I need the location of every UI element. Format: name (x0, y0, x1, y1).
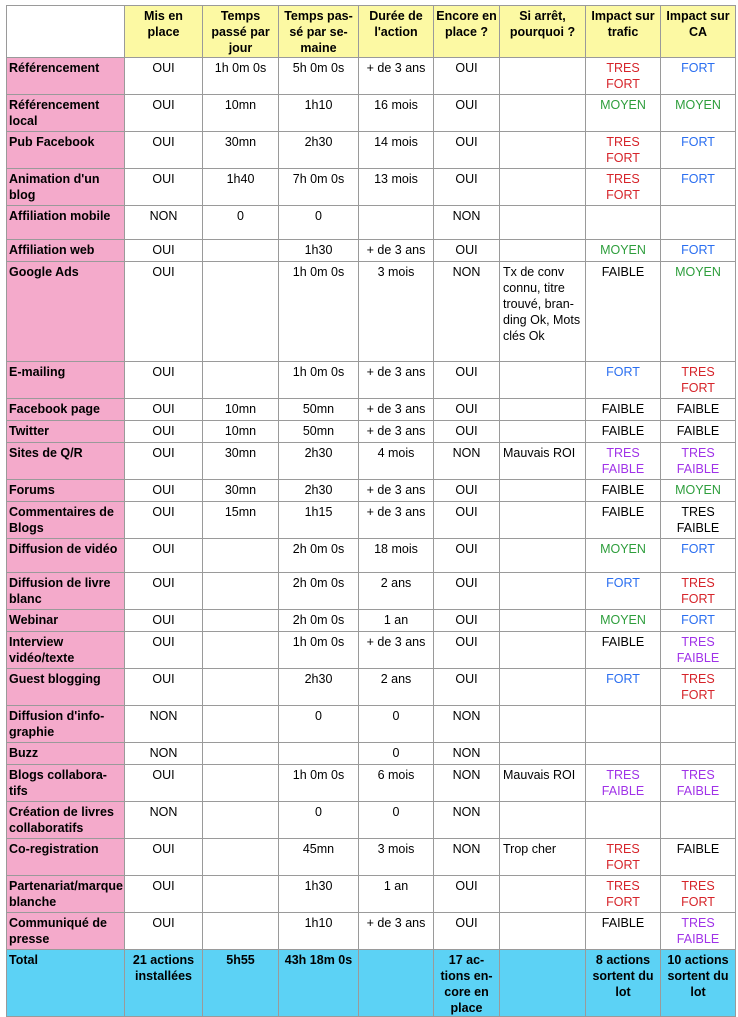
impact-ca-cell: MOYEN (661, 480, 736, 502)
temps-jour-cell: 1h 0m 0s (203, 58, 279, 95)
raison-arret-cell (500, 206, 586, 240)
impact-trafic-cell: MOYEN (586, 539, 661, 573)
impact-trafic-cell: TRES FAIBLE (586, 443, 661, 480)
action-name-cell: Sites de Q/R (7, 443, 125, 480)
encore-en-place-cell: NON (434, 839, 500, 876)
temps-jour-cell: 30mn (203, 443, 279, 480)
table-container (6, 5, 736, 1017)
encore-en-place-cell: OUI (434, 669, 500, 706)
raison-arret-cell (500, 706, 586, 743)
impact-trafic-cell: TRES FAIBLE (586, 765, 661, 802)
duree-cell: 1 an (359, 610, 434, 632)
impact-trafic-cell: FAIBLE (586, 632, 661, 669)
impact-ca-cell: FORT (661, 132, 736, 169)
duree-cell: + de 3 ans (359, 362, 434, 399)
impact-ca-cell: FORT (661, 58, 736, 95)
table-row (7, 421, 736, 443)
table-row (7, 743, 736, 765)
encore-en-place-cell: OUI (434, 480, 500, 502)
action-name-cell: Animation d'un blog (7, 169, 125, 206)
temps-semaine-cell: 50mn (279, 421, 359, 443)
impact-ca-cell: FAIBLE (661, 839, 736, 876)
header-encore: Encore en place ? (434, 6, 500, 58)
table-row (7, 480, 736, 502)
temps-jour-cell (203, 362, 279, 399)
table-row (7, 58, 736, 95)
encore-en-place-cell: OUI (434, 610, 500, 632)
temps-semaine-cell: 1h10 (279, 95, 359, 132)
temps-jour-cell: 15mn (203, 502, 279, 539)
mis-en-place-cell: OUI (125, 502, 203, 539)
table-row (7, 240, 736, 262)
action-name-cell: Communiqué de presse (7, 913, 125, 950)
temps-jour-cell (203, 876, 279, 913)
duree-cell: + de 3 ans (359, 240, 434, 262)
impact-trafic-cell: TRES FORT (586, 132, 661, 169)
raison-arret-cell (500, 421, 586, 443)
action-name-cell: Commentaires de Blogs (7, 502, 125, 539)
temps-semaine-cell: 1h30 (279, 876, 359, 913)
header-temps-semaine: Temps pas-sé par se-maine (279, 6, 359, 58)
impact-trafic-cell: FAIBLE (586, 502, 661, 539)
impact-trafic-cell: TRES FORT (586, 58, 661, 95)
impact-trafic-cell: MOYEN (586, 95, 661, 132)
temps-semaine-cell: 0 (279, 206, 359, 240)
temps-jour-cell (203, 262, 279, 362)
temps-jour-cell (203, 240, 279, 262)
impact-ca-cell: FORT (661, 240, 736, 262)
table-row (7, 765, 736, 802)
total-mis-en-place-cell: 21 actions installées (125, 950, 203, 1017)
temps-jour-cell: 30mn (203, 132, 279, 169)
encore-en-place-cell: OUI (434, 502, 500, 539)
encore-en-place-cell: NON (434, 765, 500, 802)
raison-arret-cell: Tx de conv connu, titre trouvé, bran-ding Ok, Mots clés Ok (500, 262, 586, 362)
impact-ca-cell: FAIBLE (661, 421, 736, 443)
mis-en-place-cell: NON (125, 743, 203, 765)
encore-en-place-cell: OUI (434, 132, 500, 169)
action-name-cell: Affiliation web (7, 240, 125, 262)
raison-arret-cell (500, 132, 586, 169)
temps-jour-cell (203, 743, 279, 765)
table-row (7, 913, 736, 950)
table-header (7, 6, 736, 58)
temps-semaine-cell: 1h10 (279, 913, 359, 950)
raison-arret-cell (500, 573, 586, 610)
duree-cell: 1 an (359, 876, 434, 913)
impact-ca-cell: TRES FAIBLE (661, 913, 736, 950)
duree-cell: 18 mois (359, 539, 434, 573)
impact-ca-cell: TRES FAIBLE (661, 632, 736, 669)
table-row (7, 169, 736, 206)
duree-cell: + de 3 ans (359, 58, 434, 95)
encore-en-place-cell: NON (434, 262, 500, 362)
temps-semaine-cell: 2h 0m 0s (279, 539, 359, 573)
table-row (7, 502, 736, 539)
duree-cell: + de 3 ans (359, 913, 434, 950)
temps-semaine-cell: 5h 0m 0s (279, 58, 359, 95)
raison-arret-cell (500, 876, 586, 913)
encore-en-place-cell: NON (434, 443, 500, 480)
impact-ca-cell: TRES FAIBLE (661, 765, 736, 802)
duree-cell: + de 3 ans (359, 399, 434, 421)
action-name-cell: Webinar (7, 610, 125, 632)
temps-semaine-cell: 2h30 (279, 443, 359, 480)
marketing-actions-table (6, 5, 736, 1017)
total-impact-trafic-cell: 8 actions sortent du lot (586, 950, 661, 1017)
total-action-name-cell: Total (7, 950, 125, 1017)
raison-arret-cell (500, 240, 586, 262)
impact-trafic-cell: FAIBLE (586, 262, 661, 362)
mis-en-place-cell: OUI (125, 421, 203, 443)
action-name-cell: Co-registration (7, 839, 125, 876)
raison-arret-cell (500, 632, 586, 669)
table-row (7, 262, 736, 362)
mis-en-place-cell: OUI (125, 169, 203, 206)
mis-en-place-cell: OUI (125, 262, 203, 362)
temps-jour-cell (203, 669, 279, 706)
encore-en-place-cell: OUI (434, 240, 500, 262)
mis-en-place-cell: OUI (125, 240, 203, 262)
impact-ca-cell (661, 206, 736, 240)
temps-jour-cell (203, 913, 279, 950)
duree-cell: 4 mois (359, 443, 434, 480)
raison-arret-cell: Mauvais ROI (500, 443, 586, 480)
action-name-cell: Blogs collabora-tifs (7, 765, 125, 802)
duree-cell: 2 ans (359, 573, 434, 610)
table-row (7, 399, 736, 421)
raison-arret-cell: Mauvais ROI (500, 765, 586, 802)
impact-trafic-cell: MOYEN (586, 240, 661, 262)
header-impact-trafic: Impact sur trafic (586, 6, 661, 58)
mis-en-place-cell: NON (125, 706, 203, 743)
action-name-cell: Affiliation mobile (7, 206, 125, 240)
total-duree-cell (359, 950, 434, 1017)
impact-trafic-cell: FAIBLE (586, 399, 661, 421)
temps-semaine-cell: 1h 0m 0s (279, 765, 359, 802)
action-name-cell: E-mailing (7, 362, 125, 399)
action-name-cell: Guest blogging (7, 669, 125, 706)
table-row (7, 632, 736, 669)
raison-arret-cell (500, 480, 586, 502)
impact-ca-cell: FORT (661, 169, 736, 206)
temps-semaine-cell: 0 (279, 802, 359, 839)
mis-en-place-cell: OUI (125, 399, 203, 421)
impact-trafic-cell: TRES FORT (586, 169, 661, 206)
temps-semaine-cell: 1h30 (279, 240, 359, 262)
duree-cell: 0 (359, 706, 434, 743)
table-row (7, 839, 736, 876)
temps-semaine-cell: 50mn (279, 399, 359, 421)
table-row (7, 95, 736, 132)
temps-jour-cell: 30mn (203, 480, 279, 502)
temps-semaine-cell: 45mn (279, 839, 359, 876)
encore-en-place-cell: NON (434, 706, 500, 743)
impact-ca-cell: TRES FAIBLE (661, 443, 736, 480)
mis-en-place-cell: OUI (125, 480, 203, 502)
impact-trafic-cell: TRES FORT (586, 839, 661, 876)
impact-trafic-cell: TRES FORT (586, 876, 661, 913)
table-row (7, 206, 736, 240)
duree-cell: 0 (359, 743, 434, 765)
raison-arret-cell (500, 539, 586, 573)
encore-en-place-cell: OUI (434, 399, 500, 421)
encore-en-place-cell: OUI (434, 169, 500, 206)
raison-arret-cell (500, 802, 586, 839)
header-duree: Durée de l'action (359, 6, 434, 58)
table-row (7, 573, 736, 610)
impact-ca-cell (661, 743, 736, 765)
temps-jour-cell (203, 539, 279, 573)
table-row (7, 362, 736, 399)
encore-en-place-cell: OUI (434, 632, 500, 669)
table-row (7, 539, 736, 573)
total-raison-arret-cell (500, 950, 586, 1017)
encore-en-place-cell: OUI (434, 362, 500, 399)
table-body (7, 58, 736, 1017)
temps-semaine-cell: 1h 0m 0s (279, 262, 359, 362)
action-name-cell: Google Ads (7, 262, 125, 362)
temps-jour-cell (203, 610, 279, 632)
header-cell-corner (7, 6, 125, 58)
temps-semaine-cell: 2h 0m 0s (279, 573, 359, 610)
impact-ca-cell: FAIBLE (661, 399, 736, 421)
table-row (7, 610, 736, 632)
duree-cell: 3 mois (359, 839, 434, 876)
encore-en-place-cell: OUI (434, 913, 500, 950)
action-name-cell: Référencement (7, 58, 125, 95)
impact-trafic-cell (586, 743, 661, 765)
duree-cell: 2 ans (359, 669, 434, 706)
raison-arret-cell (500, 743, 586, 765)
action-name-cell: Forums (7, 480, 125, 502)
impact-trafic-cell: FORT (586, 669, 661, 706)
impact-ca-cell: TRES FORT (661, 876, 736, 913)
impact-trafic-cell (586, 802, 661, 839)
impact-ca-cell: MOYEN (661, 95, 736, 132)
header-temps-jour: Temps passé par jour (203, 6, 279, 58)
temps-jour-cell (203, 573, 279, 610)
duree-cell: 13 mois (359, 169, 434, 206)
action-name-cell: Buzz (7, 743, 125, 765)
mis-en-place-cell: OUI (125, 539, 203, 573)
table-row (7, 443, 736, 480)
raison-arret-cell (500, 399, 586, 421)
temps-semaine-cell: 1h15 (279, 502, 359, 539)
temps-jour-cell (203, 802, 279, 839)
impact-trafic-cell: FORT (586, 362, 661, 399)
raison-arret-cell (500, 502, 586, 539)
mis-en-place-cell: OUI (125, 95, 203, 132)
encore-en-place-cell: NON (434, 802, 500, 839)
temps-semaine-cell: 2h30 (279, 669, 359, 706)
table-row (7, 876, 736, 913)
mis-en-place-cell: OUI (125, 632, 203, 669)
encore-en-place-cell: OUI (434, 58, 500, 95)
table-row (7, 132, 736, 169)
action-name-cell: Diffusion d'info-graphie (7, 706, 125, 743)
header-pourquoi: Si arrêt, pourquoi ? (500, 6, 586, 58)
table-row (7, 802, 736, 839)
header-impact-ca: Impact sur CA (661, 6, 736, 58)
impact-trafic-cell: FAIBLE (586, 421, 661, 443)
temps-jour-cell: 10mn (203, 421, 279, 443)
temps-semaine-cell: 2h 0m 0s (279, 610, 359, 632)
raison-arret-cell (500, 169, 586, 206)
action-name-cell: Facebook page (7, 399, 125, 421)
mis-en-place-cell: OUI (125, 58, 203, 95)
impact-ca-cell: TRES FAIBLE (661, 502, 736, 539)
header-row (7, 6, 736, 58)
raison-arret-cell: Trop cher (500, 839, 586, 876)
temps-semaine-cell: 1h 0m 0s (279, 362, 359, 399)
header-mis-en-place: Mis en place (125, 6, 203, 58)
impact-ca-cell: FORT (661, 539, 736, 573)
mis-en-place-cell: NON (125, 802, 203, 839)
action-name-cell: Référencement local (7, 95, 125, 132)
raison-arret-cell (500, 669, 586, 706)
mis-en-place-cell: OUI (125, 765, 203, 802)
impact-ca-cell: TRES FORT (661, 573, 736, 610)
duree-cell: 0 (359, 802, 434, 839)
encore-en-place-cell: OUI (434, 539, 500, 573)
temps-semaine-cell: 2h30 (279, 132, 359, 169)
impact-ca-cell: MOYEN (661, 262, 736, 362)
temps-jour-cell: 1h40 (203, 169, 279, 206)
action-name-cell: Pub Facebook (7, 132, 125, 169)
duree-cell: + de 3 ans (359, 502, 434, 539)
encore-en-place-cell: OUI (434, 95, 500, 132)
duree-cell: + de 3 ans (359, 632, 434, 669)
mis-en-place-cell: NON (125, 206, 203, 240)
action-name-cell: Création de livres collaboratifs (7, 802, 125, 839)
mis-en-place-cell: OUI (125, 362, 203, 399)
total-impact-ca-cell: 10 actions sortent du lot (661, 950, 736, 1017)
temps-semaine-cell: 7h 0m 0s (279, 169, 359, 206)
temps-jour-cell: 10mn (203, 399, 279, 421)
temps-jour-cell (203, 706, 279, 743)
temps-jour-cell (203, 632, 279, 669)
encore-en-place-cell: NON (434, 206, 500, 240)
duree-cell: 14 mois (359, 132, 434, 169)
temps-semaine-cell: 2h30 (279, 480, 359, 502)
mis-en-place-cell: OUI (125, 132, 203, 169)
action-name-cell: Twitter (7, 421, 125, 443)
impact-ca-cell: TRES FORT (661, 362, 736, 399)
duree-cell: + de 3 ans (359, 480, 434, 502)
mis-en-place-cell: OUI (125, 913, 203, 950)
table-row (7, 706, 736, 743)
raison-arret-cell (500, 95, 586, 132)
impact-trafic-cell: FAIBLE (586, 913, 661, 950)
duree-cell: + de 3 ans (359, 421, 434, 443)
encore-en-place-cell: OUI (434, 573, 500, 610)
impact-ca-cell: FORT (661, 610, 736, 632)
total-temps-semaine-cell: 43h 18m 0s (279, 950, 359, 1017)
raison-arret-cell (500, 58, 586, 95)
total-encore-en-place-cell: 17 ac-tions en-core en place (434, 950, 500, 1017)
raison-arret-cell (500, 610, 586, 632)
temps-jour-cell: 0 (203, 206, 279, 240)
mis-en-place-cell: OUI (125, 573, 203, 610)
action-name-cell: Partenariat/marque blanche (7, 876, 125, 913)
impact-trafic-cell (586, 706, 661, 743)
temps-jour-cell (203, 839, 279, 876)
temps-semaine-cell (279, 743, 359, 765)
action-name-cell: Diffusion de vidéo (7, 539, 125, 573)
raison-arret-cell (500, 913, 586, 950)
duree-cell: 3 mois (359, 262, 434, 362)
table-row (7, 669, 736, 706)
impact-trafic-cell: FAIBLE (586, 480, 661, 502)
duree-cell: 6 mois (359, 765, 434, 802)
encore-en-place-cell: NON (434, 743, 500, 765)
temps-jour-cell: 10mn (203, 95, 279, 132)
impact-trafic-cell: MOYEN (586, 610, 661, 632)
mis-en-place-cell: OUI (125, 876, 203, 913)
total-row (7, 950, 736, 1017)
impact-trafic-cell: FORT (586, 573, 661, 610)
impact-ca-cell: TRES FORT (661, 669, 736, 706)
mis-en-place-cell: OUI (125, 443, 203, 480)
mis-en-place-cell: OUI (125, 610, 203, 632)
mis-en-place-cell: OUI (125, 669, 203, 706)
impact-ca-cell (661, 706, 736, 743)
raison-arret-cell (500, 362, 586, 399)
mis-en-place-cell: OUI (125, 839, 203, 876)
encore-en-place-cell: OUI (434, 876, 500, 913)
impact-trafic-cell (586, 206, 661, 240)
total-temps-jour-cell: 5h55 (203, 950, 279, 1017)
action-name-cell: Interview vidéo/texte (7, 632, 125, 669)
temps-semaine-cell: 1h 0m 0s (279, 632, 359, 669)
impact-ca-cell (661, 802, 736, 839)
temps-jour-cell (203, 765, 279, 802)
duree-cell (359, 206, 434, 240)
temps-semaine-cell: 0 (279, 706, 359, 743)
action-name-cell: Diffusion de livre blanc (7, 573, 125, 610)
encore-en-place-cell: OUI (434, 421, 500, 443)
duree-cell: 16 mois (359, 95, 434, 132)
